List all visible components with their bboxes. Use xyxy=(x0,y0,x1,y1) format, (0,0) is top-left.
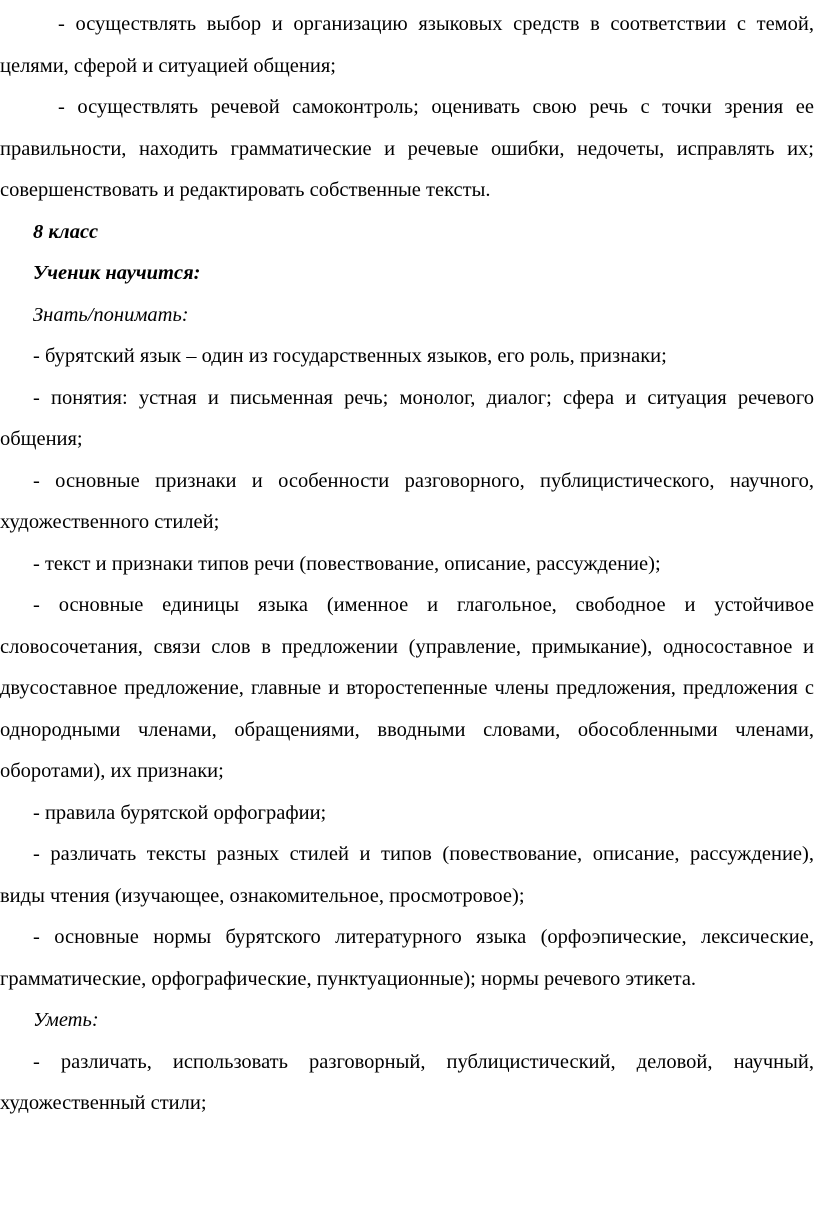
know-heading: Знать/понимать: xyxy=(33,303,189,326)
can-heading: Уметь: xyxy=(33,1009,99,1031)
student-heading: Ученик научится: xyxy=(33,262,201,284)
can-item-1: - различать, использовать разговорный, публицистический, деловой, научный, художественный стили; xyxy=(0,1050,814,1114)
know-item-7: - различать тексты разных стилей и типов (повествование, описание, рассуждение), виды чтения (изучающее, ознакомительное, просмотровое); xyxy=(0,843,814,907)
know-item-6: - правила бурятской орфографии; xyxy=(33,801,327,824)
know-list xyxy=(0,336,814,1000)
know-item-4: - текст и признаки типов речи (повествование, описание, рассуждение); xyxy=(33,552,661,575)
know-item-3: - основные признаки и особенности разговорного, публицистического, научного, художественного стилей; xyxy=(0,469,814,533)
know-item-8: - основные нормы бурятского литературного языка (орфоэпические, лексические, грамматические, орфографические, пунктуационные); нормы речевого этикета. xyxy=(0,926,814,990)
know-item-1: - бурятский язык – один из государственных языков, его роль, признаки; xyxy=(33,345,667,367)
know-item-2: - понятия: устная и письменная речь; монолог, диалог; сфера и ситуация речевого общения; xyxy=(0,386,814,450)
know-item-5: - основные единицы языка (именное и глагольное, свободное и устойчивое словосочетания, связи слов в предложении (управление, примыкание), односоставное и двусоставное предложение, главные и второстепенные члены предложения, предложения с однородными членами, обращениями, вводными словами, обособленными членами, оборотами), их признаки; xyxy=(0,594,814,782)
can-list xyxy=(0,1042,814,1125)
intro-item-1: - осуществлять выбор и организацию языковых средств в соответствии с темой, целями, сферой и ситуацией общения; xyxy=(0,13,814,77)
intro-item-2: - осуществлять речевой самоконтроль; оценивать свою речь с точки зрения ее правильности, находить грамматические и речевые ошибки, недочеты, исправлять их; совершенствовать и редактировать собственные тексты. xyxy=(0,96,814,201)
grade-heading: 8 класс xyxy=(33,220,99,243)
